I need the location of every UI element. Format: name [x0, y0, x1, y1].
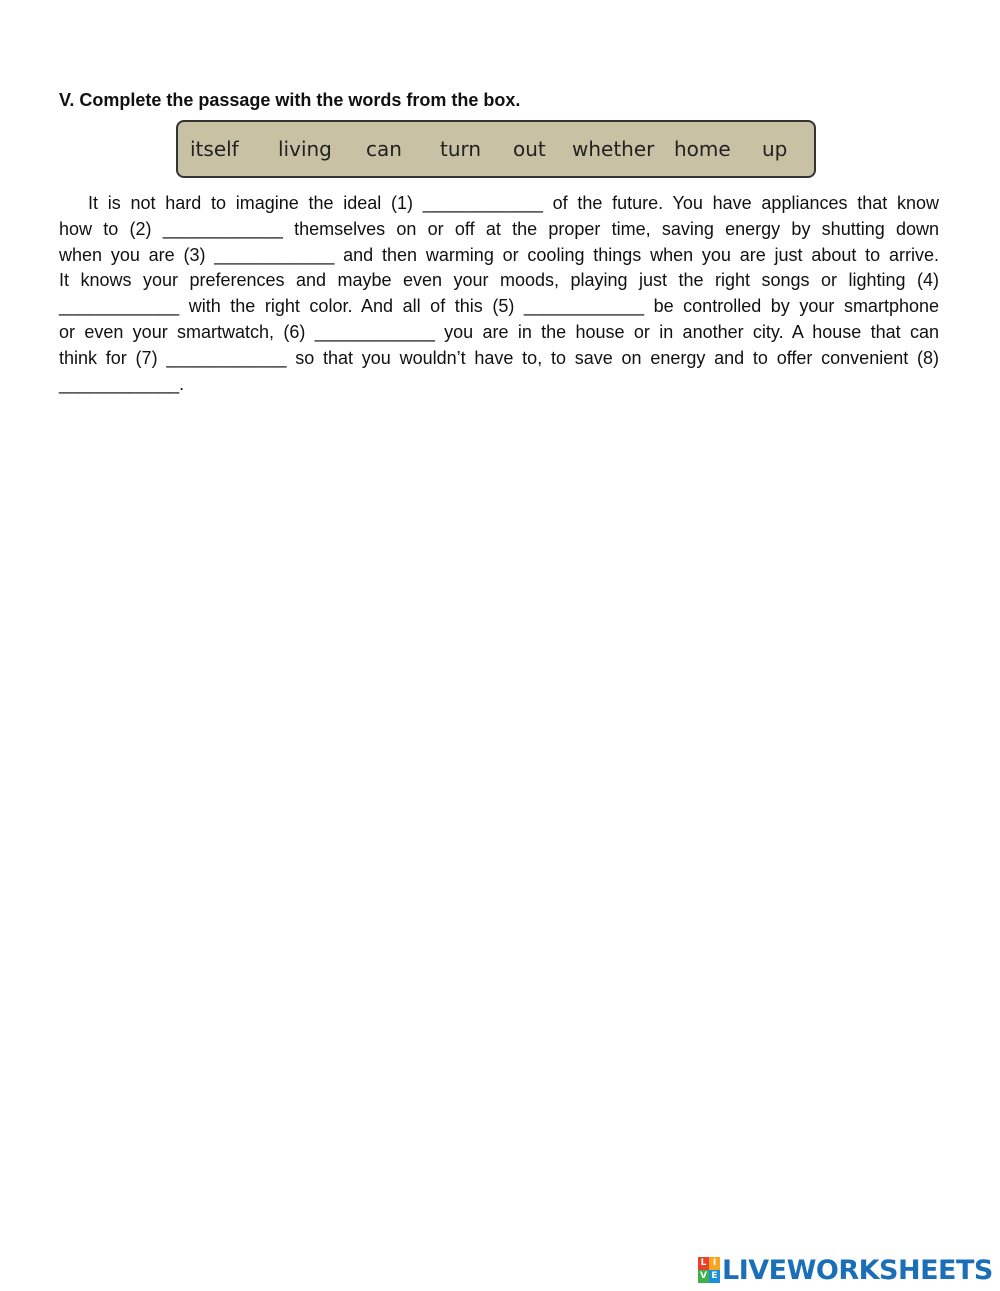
exercise-heading: V. Complete the passage with the words from the box. — [59, 90, 521, 110]
logo-mark-letter: I — [709, 1257, 720, 1270]
word-box-item: itself — [190, 137, 239, 161]
passage-line: when you are (3) ____________ and then warming or cooling things when you are just about to arrive. — [59, 244, 939, 265]
passage-line: It knows your preferences and maybe even your moods, playing just the right songs or lighting (4) — [59, 270, 939, 291]
logo-mark-icon — [698, 1257, 720, 1283]
passage-line: ____________. — [59, 373, 185, 394]
word-box-item: can — [366, 137, 402, 161]
word-box-item: home — [674, 137, 731, 161]
passage-line: ____________ with the right color. And all of this (5) ____________ be controlled by your smartphone — [59, 296, 939, 317]
passage-line: how to (2) ____________ themselves on or off at the proper time, saving energy by shutting down — [59, 218, 939, 239]
passage-line: It is not hard to imagine the ideal (1) ____________ of the future. You have appliances that know — [88, 193, 939, 213]
word-box — [176, 120, 816, 178]
word-box-item: whether — [572, 137, 655, 161]
word-box-item: up — [762, 137, 788, 161]
passage-text — [59, 191, 939, 397]
logo-mark-letter: E — [709, 1270, 720, 1283]
word-box-item: turn — [440, 137, 482, 161]
logo-mark-letter: V — [698, 1270, 709, 1283]
passage-line: think for (7) ____________ so that you wouldn’t have to, to save on energy and to offer convenient (8) — [59, 347, 939, 368]
word-box-item: out — [513, 137, 546, 161]
passage-line: or even your smartwatch, (6) ____________ you are in the house or in another city. A house that can — [59, 321, 939, 342]
word-box-item: living — [278, 137, 332, 161]
liveworksheets-logo — [698, 1254, 993, 1286]
logo-text: LIVEWORKSHEETS — [722, 1254, 993, 1286]
logo-mark-letter: L — [698, 1257, 709, 1270]
